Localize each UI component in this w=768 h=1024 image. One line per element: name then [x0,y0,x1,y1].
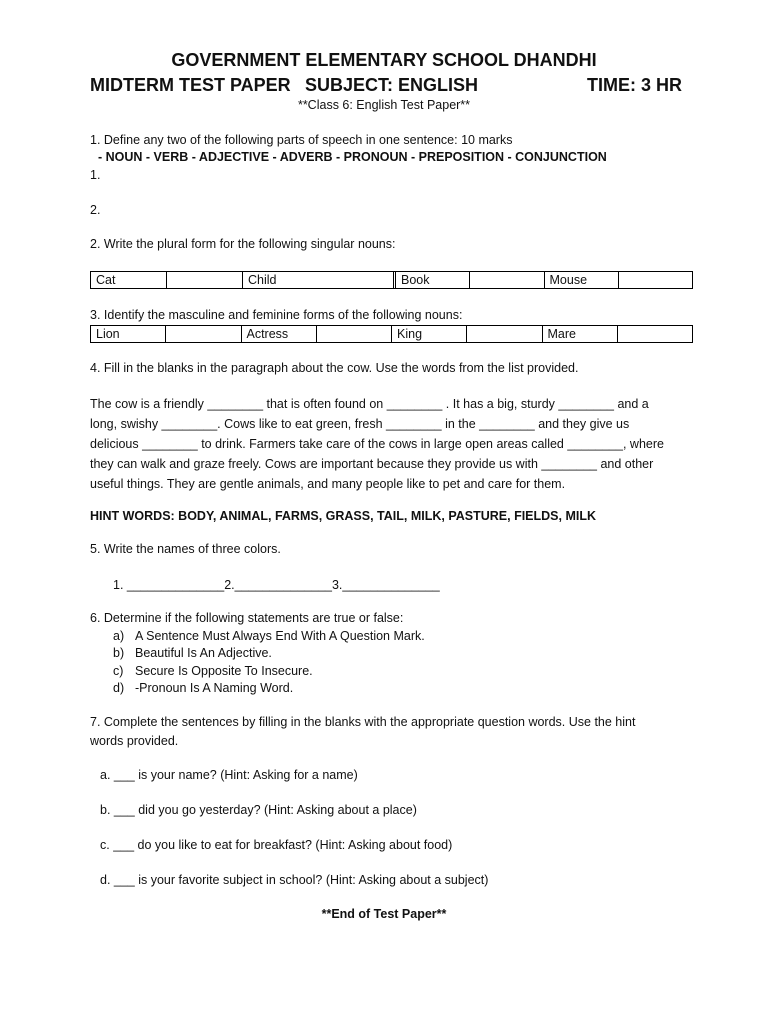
q2-cell: Cat [91,272,167,289]
q2-question: 2. Write the plural form for the following singular nouns: [90,237,396,251]
q7-item: b. ___ did you go yesterday? (Hint: Asking about a place) [100,803,417,817]
q2-cell: Mouse [544,272,618,289]
q3-answer-cell[interactable] [467,326,542,343]
q3-cell: Lion [91,326,166,343]
q6-item-marker: d) [113,681,125,695]
q6-question: 6. Determine if the following statements are true or false: [90,611,404,625]
paper-title: MIDTERM TEST PAPER [90,75,291,95]
q6-item: -Pronoun Is A Naming Word. [135,681,294,695]
table-row [91,326,693,343]
q1-question: 1. Define any two of the following parts of speech in one sentence: 10 marks [90,133,513,147]
q2-cell: Child [243,272,394,289]
q7-question-cont: words provided. [90,734,179,748]
q3-cell: Actress [241,326,316,343]
q6-item-marker: b) [113,646,125,660]
q7-item: c. ___ do you like to eat for breakfast? (Hint: Asking about food) [100,838,453,852]
q7-item: a. ___ is your name? (Hint: Asking for a name) [100,768,358,782]
q2-cell: Book [396,272,470,289]
q7-item: d. ___ is your favorite subject in school? (Hint: Asking about a subject) [100,873,489,887]
subject-label: SUBJECT: ENGLISH [305,75,479,95]
q6-item: A Sentence Must Always End With A Question Mark. [135,629,425,643]
q4-question: 4. Fill in the blanks in the paragraph about the cow. Use the words from the list provided. [90,361,579,375]
paragraph-line: long, swishy ________. Cows like to eat green, fresh ________ in the ________ and they give us [90,417,630,431]
q2-plural-table [90,271,693,289]
q2-answer-cell[interactable] [470,272,544,289]
paragraph-line: useful things. They are gentle animals, and many people like to pet and care for them. [90,477,566,491]
q1-parts-list: - NOUN - VERB - ADJECTIVE - ADVERB - PRONOUN - PREPOSITION - CONJUNCTION [98,150,607,164]
q1-answer-2: 2. [90,203,101,217]
q4-paragraph [90,394,690,494]
q3-gender-table [90,325,693,343]
q5-question: 5. Write the names of three colors. [90,542,281,556]
q5-answer-lines: 1. ______________2.______________3.______________ [113,578,440,592]
end-of-paper: **End of Test Paper** [321,907,447,921]
q2-answer-cell[interactable] [167,272,243,289]
time-label: TIME: 3 HR [587,75,683,95]
class-line: **Class 6: English Test Paper** [297,98,471,112]
q1-answer-1: 1. [90,168,101,182]
paragraph-line: they can walk and graze freely. Cows are important because they provide us with ________ and other [90,457,654,471]
q3-question: 3. Identify the masculine and feminine forms of the following nouns: [90,308,463,322]
q2-answer-cell[interactable] [618,272,692,289]
paragraph-line: The cow is a friendly ________ that is often found on ________ . It has a big, sturdy ________ and a [90,397,649,411]
q6-item: Secure Is Opposite To Insecure. [135,664,313,678]
q7-question: 7. Complete the sentences by filling in the blanks with the appropriate question words. Use the hint [90,715,636,729]
q6-item-marker: a) [113,629,125,643]
q6-item: Beautiful Is An Adjective. [135,646,272,660]
q3-answer-cell[interactable] [316,326,391,343]
table-row [91,272,693,289]
q3-answer-cell[interactable] [166,326,241,343]
q3-answer-cell[interactable] [617,326,692,343]
q6-item-marker: c) [113,664,124,678]
q3-cell: King [392,326,467,343]
q4-hint-words: HINT WORDS: BODY, ANIMAL, FARMS, GRASS, TAIL, MILK, PASTURE, FIELDS, MILK [90,509,597,523]
school-name: GOVERNMENT ELEMENTARY SCHOOL DHANDHI [171,50,597,70]
q3-cell: Mare [542,326,617,343]
paragraph-line: delicious ________ to drink. Farmers take care of the cows in large open areas called ________, where [90,437,664,451]
